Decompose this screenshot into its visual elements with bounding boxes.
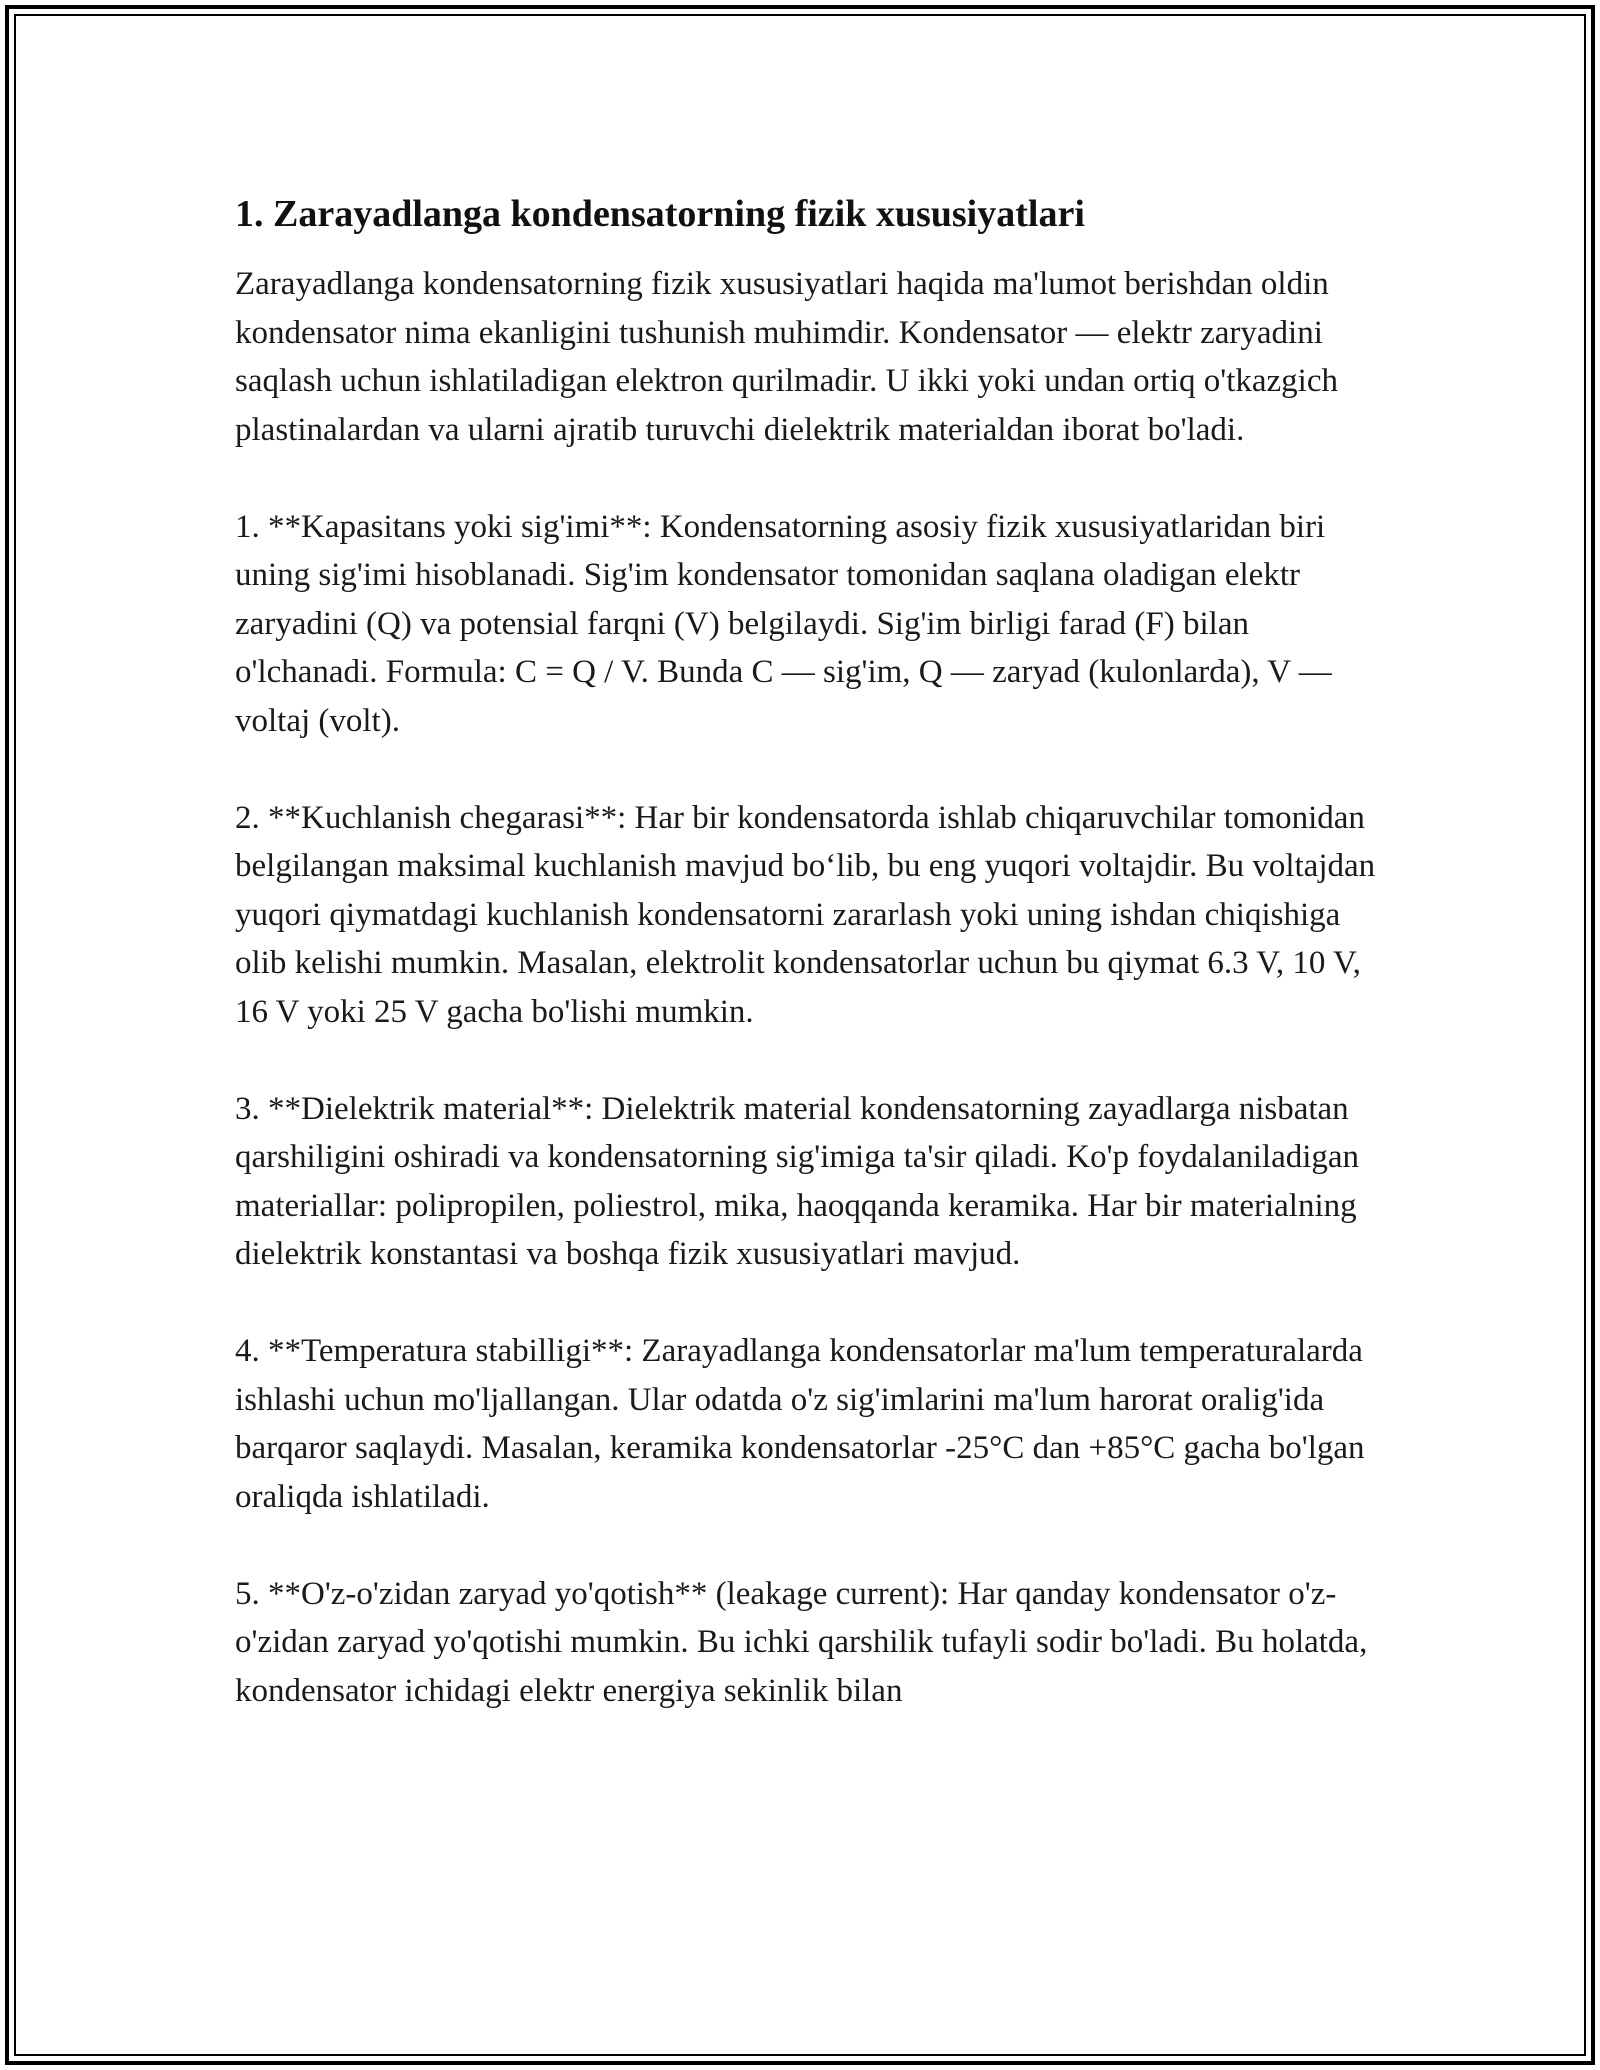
paragraph-capacitance: 1. **Kapasitans yoki sig'imi**: Kondensatorning asosiy fizik xususiyatlaridan biri uning sig'imi hisoblanadi. Sig'im kondensator tomonidan saqlana oladigan elektr zaryadini (Q) va potensial farqni (V) belgilaydi. Sig'im birligi farad (F) bilan o'lchanadi. Formula: C = Q / V. Bunda C — sig'im, Q — zaryad (kulonlarda), V — voltaj (volt). xyxy=(235,508,1332,739)
document-body xyxy=(235,190,1385,1715)
document-title: 1. Zarayadlanga kondensatorning fizik xususiyatlari xyxy=(235,193,1085,235)
paragraph-leakage-current: 5. **O'z-o'zidan zaryad yo'qotish** (leakage current): Har qanday kondensator o'z-o'zidan zaryad yo'qotishi mumkin. Bu ichki qarshilik tufayli sodir bo'ladi. Bu holatda, kondensator ichidagi elektr energiya sekinlik bilan xyxy=(235,1575,1368,1709)
paragraph-temperature-stability: 4. **Temperatura stabilligi**: Zarayadlanga kondensatorlar ma'lum temperaturalarda ishlashi uchun mo'ljallangan. Ular odatda o'z sig'imlarini ma'lum harorat oralig'ida barqaror saqlaydi. Masalan, keramika kondensatorlar -25°C dan +85°C gacha bo'lgan oraliqda ishlatiladi. xyxy=(235,1333,1365,1515)
paragraph-dielectric-material: 3. **Dielektrik material**: Dielektrik material kondensatorning zayadlarga nisbatan qarshiligini oshiradi va kondensatorning sig'imiga ta'sir qiladi. Ko'p foydalaniladigan materiallar: polipropilen, poliestrol, mika, haoqqanda keramika. Har bir materialning dielektrik konstantasi va boshqa fizik xususiyatlari mavjud. xyxy=(235,1090,1360,1272)
paragraph-voltage-limit: 2. **Kuchlanish chegarasi**: Har bir kondensatorda ishlab chiqaruvchilar tomonidan belgilangan maksimal kuchlanish mavjud bo‘lib, bu eng yuqori voltajdir. Bu voltajdan yuqori qiymatdagi kuchlanish kondensatorni zararlash yoki uning ishdan chiqishiga olib kelishi mumkin. Masalan, elektrolit kondensatorlar uchun bu qiymat 6.3 V, 10 V, 16 V yoki 25 V gacha bo'lishi mumkin. xyxy=(235,799,1376,1030)
paragraph-intro: Zarayadlanga kondensatorning fizik xususiyatlari haqida ma'lumot berishdan oldin kondensator nima ekanligini tushunish muhimdir. Kondensator — elektr zaryadini saqlash uchun ishlatiladigan elektron qurilmadir. U ikki yoki undan ortiq o'tkazgich plastinalardan va ularni ajratib turuvchi dielektrik materialdan iborat bo'ladi. xyxy=(235,266,1338,448)
